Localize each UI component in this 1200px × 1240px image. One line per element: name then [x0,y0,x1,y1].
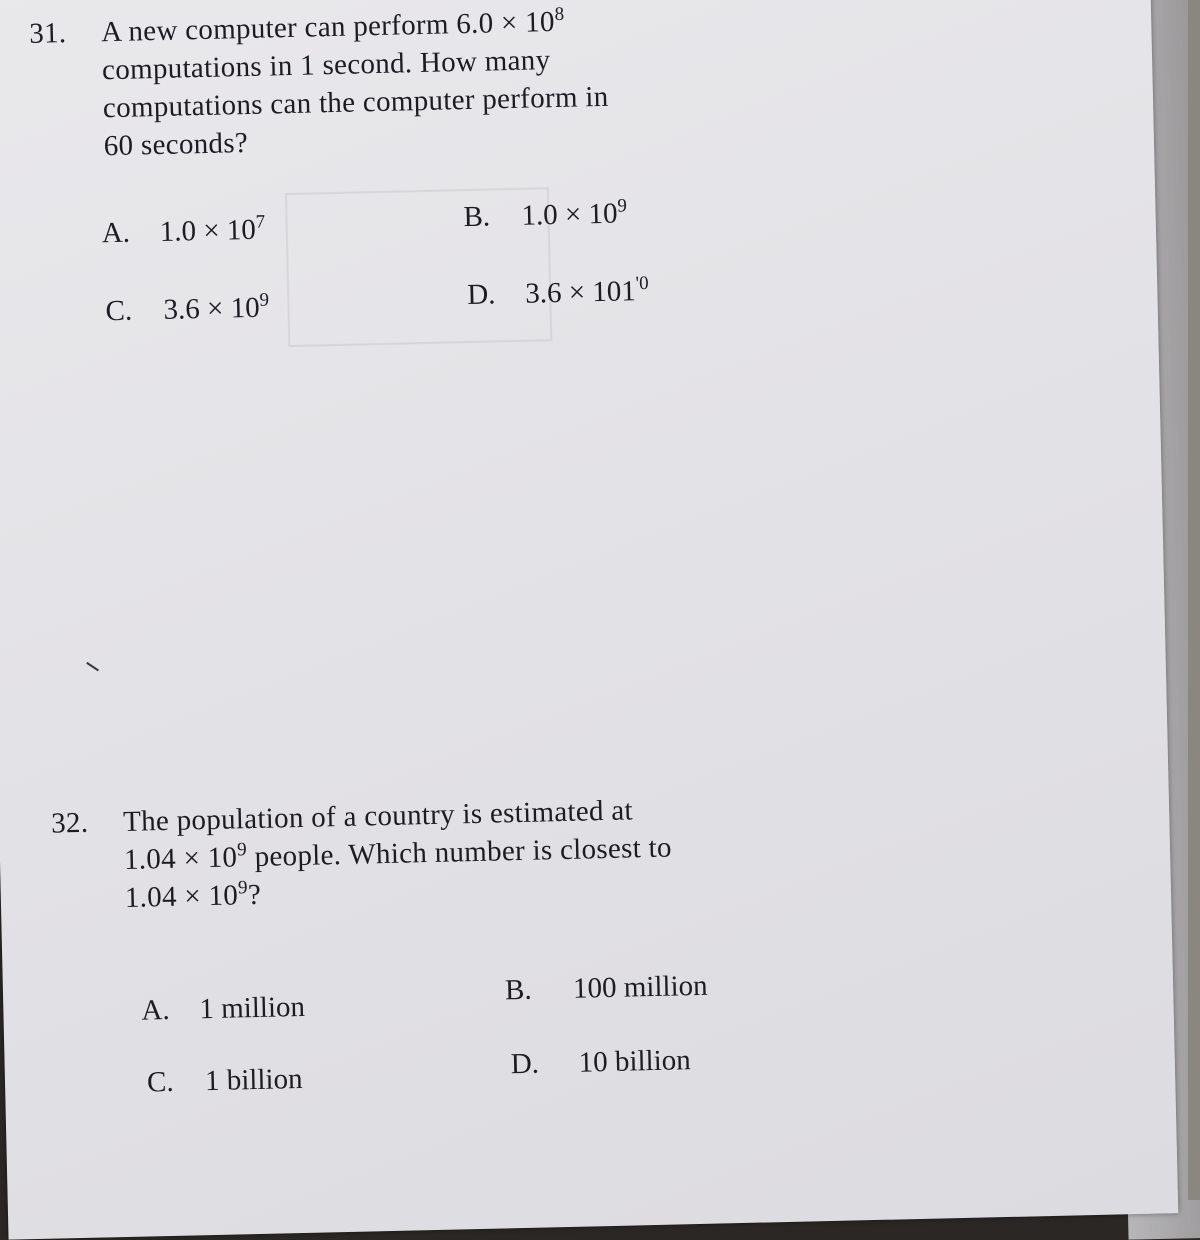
question-text [123,788,805,917]
question-text [101,0,724,165]
page-edge-shadow [1188,0,1200,1200]
exponent: 8 [554,3,565,25]
question-number: 31. [28,17,67,50]
question-number: 32. [50,806,89,840]
option-32-c[interactable]: C. 1 billion [146,1062,303,1099]
pencil-mark [86,662,99,671]
option-31-d[interactable]: D. $3.6 \times 101^{'0}$ [466,272,649,312]
option-32-d[interactable]: D. 10 billion [510,1044,692,1081]
option-31-a[interactable]: A. $1.0 \times 10^7$ [101,211,266,250]
question-line: A new computer can perform $6.0 \times 10^8$ [100,3,565,49]
question-line: $1.04 \times 10^9$? [124,877,262,914]
question-line: 60 seconds? [103,126,249,163]
option-32-b[interactable]: B. 100 million [504,969,708,1007]
question-line: computations can the computer perform in [102,80,609,125]
option-31-c[interactable]: C. $3.6 \times 10^9$ [105,289,270,328]
option-31-b[interactable]: B. $1.0 \times 10^9$ [463,195,628,234]
question-line: The population of a country is estimated at [122,794,634,838]
question-line: $1.04 \times 10^9$ people. Which number is closest to [123,831,673,876]
question-line: computations in 1 second. How many [101,44,551,87]
option-32-a[interactable]: A. 1 million [141,990,306,1027]
